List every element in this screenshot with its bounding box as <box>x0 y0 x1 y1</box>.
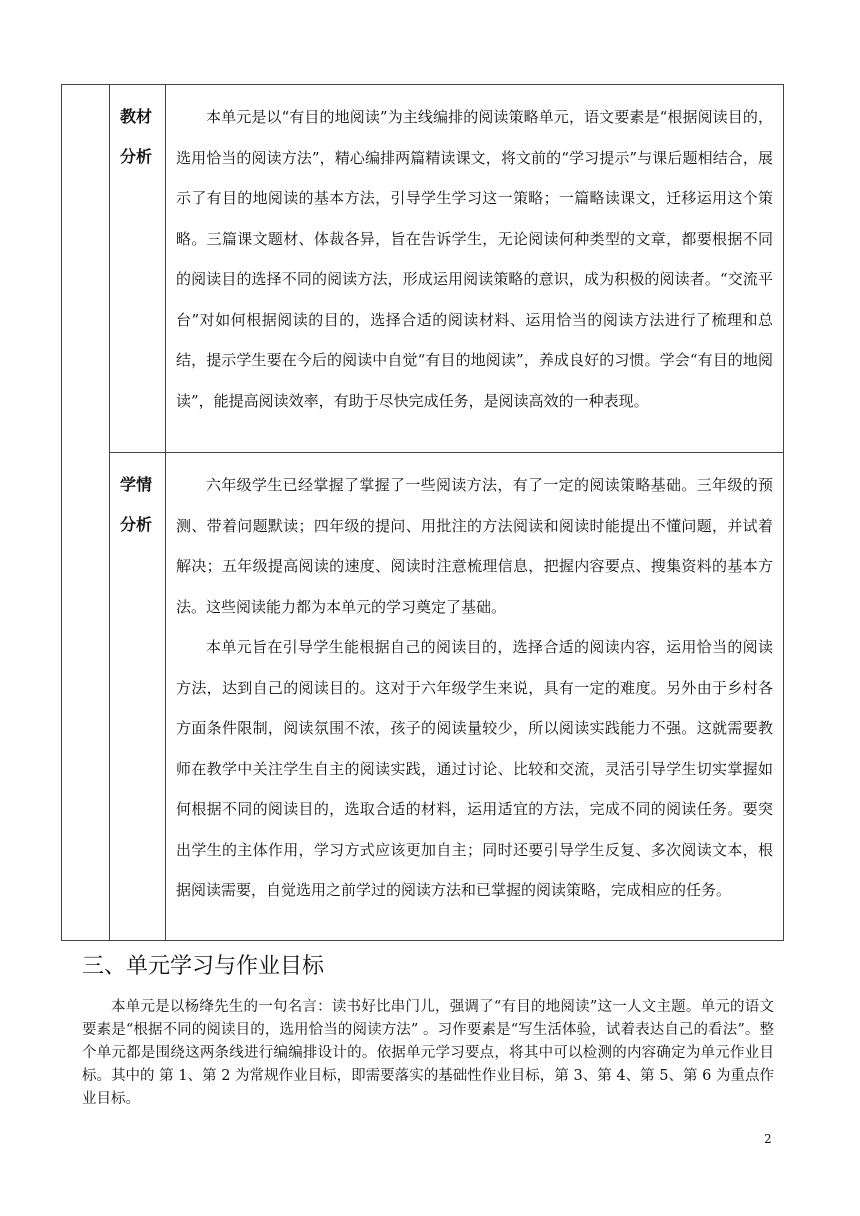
section-heading: 三、单元学习与作业目标 <box>82 954 325 979</box>
paragraph: 六年级学生已经掌握了掌握了一些阅读方法，有了一定的阅读策略基础。三年级的预测、带着问题默读；四年级的提问、用批注的方法阅读和阅读时能提出不懂问题，并试着解决；五年级提高阅读的速度、阅读时注意梳理信息，把握内容要点、搜集资料的基本方法。这些阅读能力都为本单元的学习奠定了基础。 <box>176 476 773 616</box>
page-number: 2 <box>764 1132 772 1146</box>
table-row <box>62 453 784 941</box>
analysis-table <box>61 84 784 941</box>
row-label-textbook-analysis: 教材 分析 <box>110 85 166 453</box>
section-paragraph: 本单元是以杨绛先生的一句名言：读书好比串门儿，强调了“有目的地阅读”这一人文主题。单元的语文要素是“根据不同的阅读目的，选用恰当的阅读方法” 。习作要素是“写生活体验，试着表达自己的看法”。整个单元都是围绕这两条线进行编编排设计的。依据单元学习要点，将其中可以检测的内容确定为单元作业目标。其中的 第 1、第 2 为常规作业目标，即需要落实的基础性作业目标，第 3、第 4、第 5、第 6 为重点作业目标。 <box>82 999 774 1107</box>
textbook-analysis-content <box>166 85 784 453</box>
paragraph: 本单元是以“有目的地阅读”为主线编排的阅读策略单元，语文要素是“根据阅读目的，选用恰当的阅读方法”，精心编排两篇精读课文，将文前的“学习提示”与课后题相结合，展示了有目的地阅读的基本方法，引导学生学习这一策略；一篇略读课文，迁移运用这个策略。三篇课文题材、体裁各异，旨在告诉学生，无论阅读何种类型的文章，都要根据不同的阅读目的选择不同的阅读方法，形成运用阅读策略的意识，成为积极的阅读者。“交流平台”对如何根据阅读的目的，选择合适的阅读材料、运用恰当的阅读方法进行了梳理和总结，提示学生要在今后的阅读中自觉“有目的地阅读”，养成良好的习惯。学会“有目的地阅读”，能提高阅读效率，有助于尽快完成任务，是阅读高效的一种表现。 <box>176 108 773 410</box>
table-row <box>62 85 784 453</box>
paragraph: 本单元旨在引导学生能根据自己的阅读目的，选择合适的阅读内容，运用恰当的阅读方法，达到自己的阅读目的。这对于六年级学生来说，具有一定的难度。另外由于乡村各方面条件限制，阅读氛围不浓，孩子的阅读量较少，所以阅读实践能力不强。这就需要教师在教学中关注学生自主的阅读实践，通过讨论、比较和交流，灵活引导学生切实掌握如何根据不同的阅读目的，选取合适的材料，运用适宜的方法，完成不同的阅读任务。要突出学生的主体作用，学习方式应该更加自主；同时还要引导学生反复、多次阅读文本，根据阅读需要，自觉选用之前学过的阅读方法和已掌握的阅读策略，完成相应的任务。 <box>176 638 773 899</box>
merged-left-cell <box>62 85 110 941</box>
row-label-student-analysis: 学情 分析 <box>110 453 166 941</box>
student-analysis-content <box>166 453 784 941</box>
